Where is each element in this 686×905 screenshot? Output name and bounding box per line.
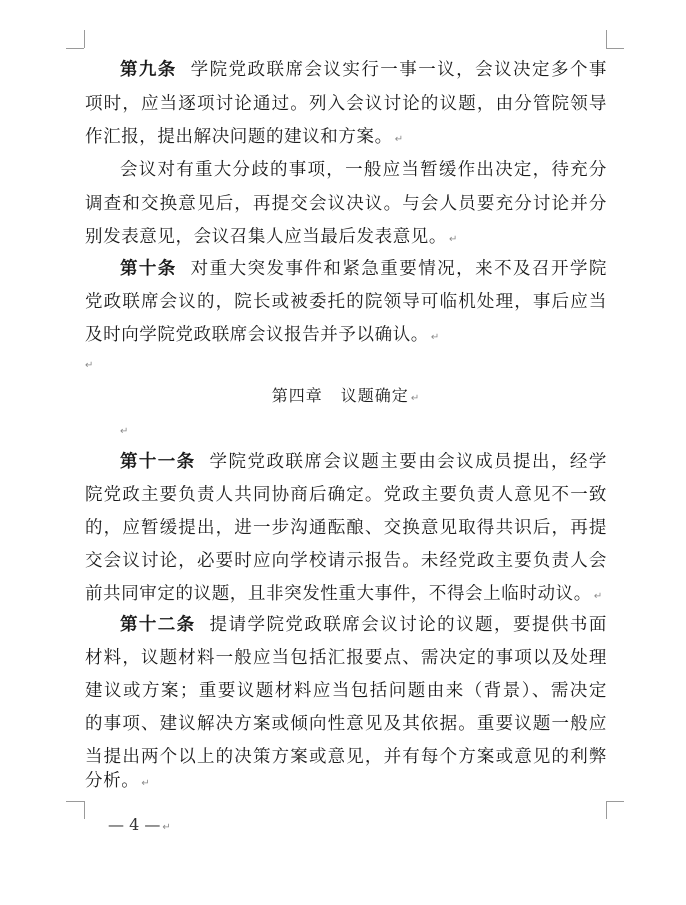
article-11-line-4: 交会议讨论，必要时应向学校请示报告。未经党政主要负责人会 <box>85 551 607 571</box>
article-10-line-1 <box>120 259 607 279</box>
article-10-line-2: 党政联席会议的，院长或被委托的院领导可临机处理，事后应当 <box>85 292 607 312</box>
article-9-para2-text: 别发表意见，会议召集人应当最后发表意见。 <box>85 227 447 247</box>
crop-mark-bottom-left <box>66 801 84 802</box>
article-11-line-1 <box>120 452 607 472</box>
article-11-line-5 <box>85 584 607 607</box>
paragraph-mark-icon: ↵ <box>449 234 458 245</box>
article-11-line-2: 院党政主要负责人共同协商后确定。党政主要负责人意见不一致 <box>85 485 607 505</box>
crop-mark-bottom-right <box>606 801 624 802</box>
article-9-text: 学院党政联席会议实行一事一议，会议决定多个事 <box>190 60 608 80</box>
chapter-title: 议题确定 <box>340 386 409 405</box>
paragraph-mark-icon: ↵ <box>430 332 440 343</box>
paragraph-mark-icon: ↵ <box>593 591 603 602</box>
crop-mark-bottom-right <box>606 801 607 819</box>
article-12-label: 第十二条 <box>120 615 196 635</box>
article-12-line-3: 建议或方案；重要议题材料应当包括问题由来（背景）、需决定 <box>85 681 607 701</box>
article-9-para2-line-3 <box>85 227 607 250</box>
page-number-text: — 4 — <box>108 815 161 834</box>
article-9-line-3 <box>85 127 607 150</box>
article-10-text: 及时向学院党政联席会议报告并予以确认。 <box>85 325 429 345</box>
article-12-text: 提请学院党政联席会议讨论的议题，要提供书面 <box>209 615 608 635</box>
article-10-line-3 <box>85 325 607 348</box>
page-number <box>108 816 171 837</box>
paragraph-mark-icon: ↵ <box>120 426 129 437</box>
article-9-para2-line-1: 会议对有重大分歧的事项，一般应当暂缓作出决定，待充分 <box>120 160 607 180</box>
crop-mark-top-left <box>66 48 84 49</box>
article-10-text: 对重大突发事件和紧急重要情况，来不及召开学院 <box>190 259 608 279</box>
paragraph-mark-icon: ↵ <box>85 360 94 371</box>
crop-mark-top-left <box>84 30 85 48</box>
crop-mark-bottom-left <box>84 801 85 819</box>
paragraph-mark-icon: ↵ <box>141 778 151 789</box>
article-10-label: 第十条 <box>120 259 177 279</box>
article-9-para2-line-2: 调查和交换意见后，再提交会议决议。与会人员要充分讨论并分 <box>85 194 607 214</box>
article-12-line-6 <box>85 771 607 794</box>
article-11-text: 学院党政联席会议题主要由会议成员提出，经学 <box>209 452 608 472</box>
crop-mark-top-right <box>606 48 624 49</box>
chapter-heading <box>85 386 607 409</box>
article-12-line-1 <box>120 615 607 635</box>
article-9-label: 第九条 <box>120 60 177 80</box>
article-11-text: 前共同审定的议题，且非突发性重大事件，不得会上临时动议。 <box>85 584 592 604</box>
paragraph-mark-icon: ↵ <box>394 134 404 145</box>
article-12-text: 分析。 <box>85 771 140 791</box>
article-11-label: 第十一条 <box>120 452 196 472</box>
article-11-line-3: 的，应暂缓提出，进一步沟通酝酿、交换意见取得共识后，再提 <box>85 518 607 538</box>
article-9-text: 作汇报，提出解决问题的建议和方案。 <box>85 127 393 147</box>
crop-mark-top-right <box>606 30 607 48</box>
paragraph-mark-icon: ↵ <box>410 393 421 404</box>
article-12-line-5: 当提出两个以上的决策方案或意见，并有每个方案或意见的利弊 <box>85 747 607 767</box>
article-12-line-2: 材料，议题材料一般应当包括汇报要点、需决定的事项以及处理 <box>85 648 607 668</box>
article-9-line-2: 项时，应当逐项讨论通过。列入会议讨论的议题，由分管院领导 <box>85 94 607 114</box>
chapter-number: 第四章 <box>271 386 323 405</box>
article-9-line-1 <box>120 60 607 80</box>
paragraph-mark-icon: ↵ <box>162 822 171 833</box>
article-12-line-4: 的事项、建议解决方案或倾向性意见及其依据。重要议题一般应 <box>85 714 607 734</box>
